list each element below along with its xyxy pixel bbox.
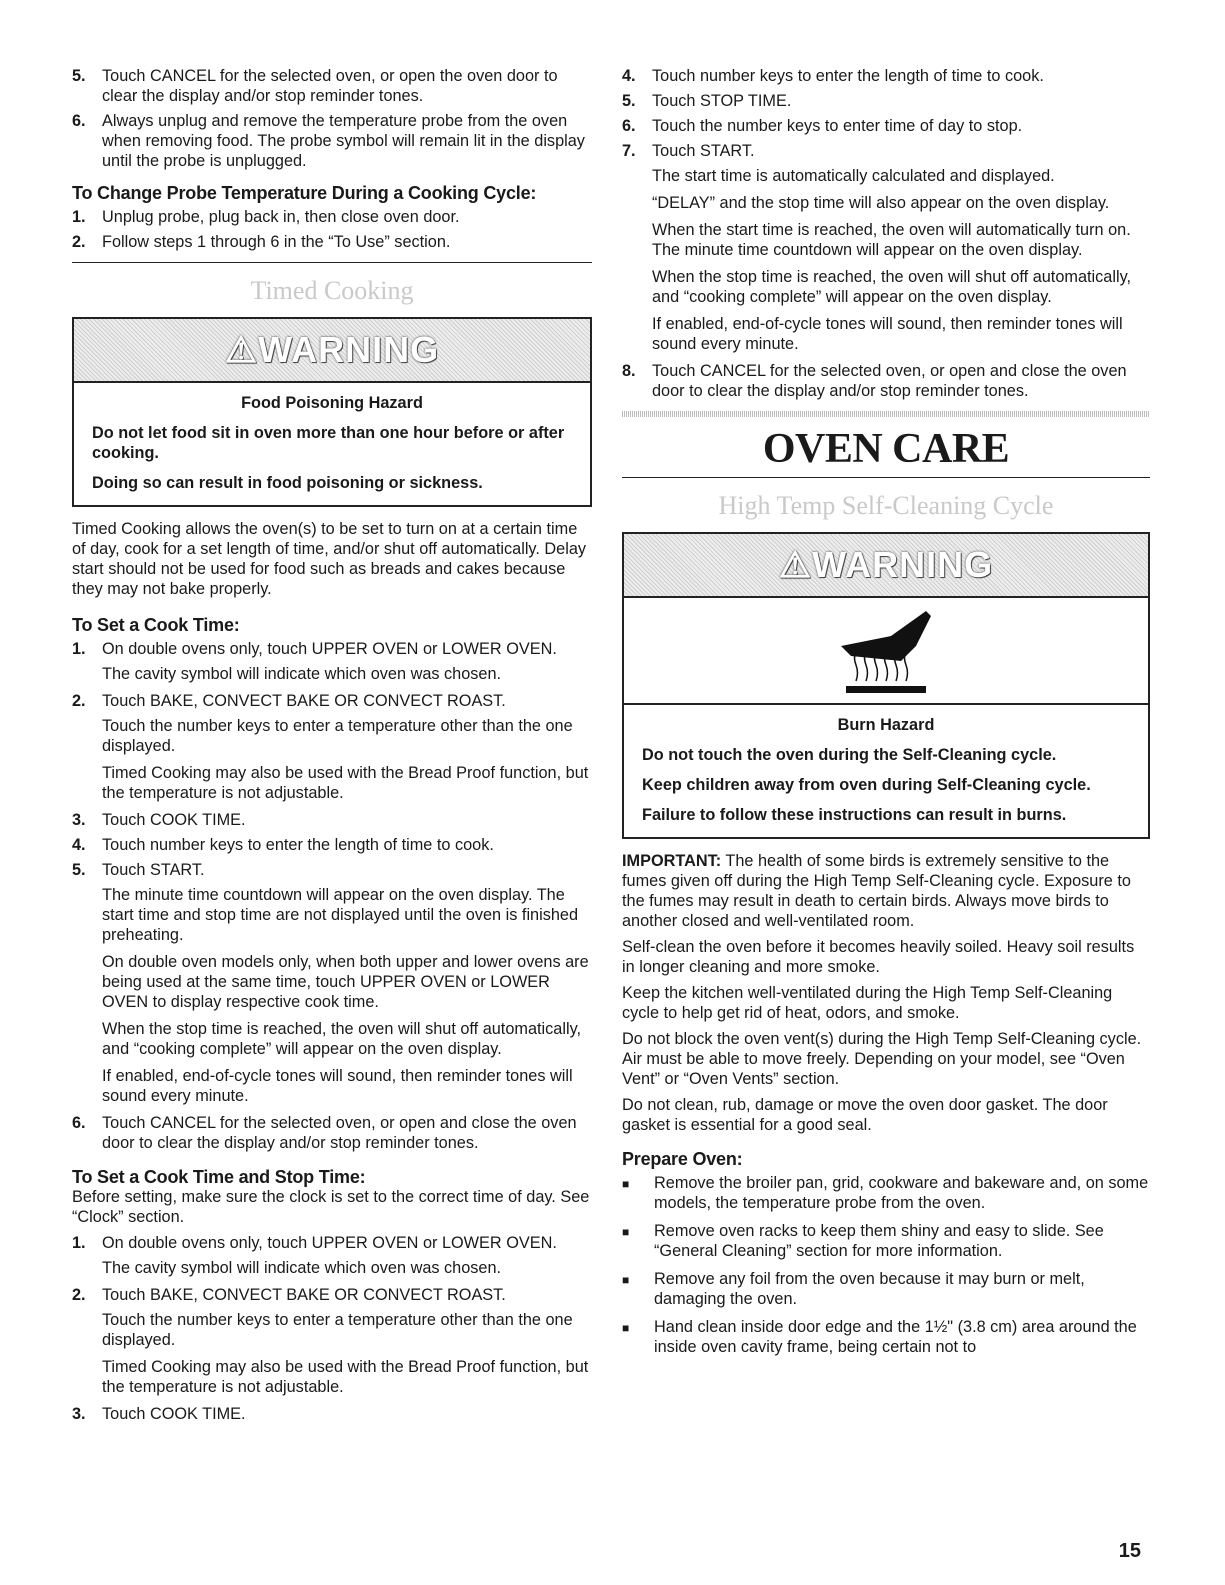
step-note: “DELAY” and the stop time will also appear on the oven display.	[652, 194, 1110, 212]
timed-intro: Timed Cooking allows the oven(s) to be set to turn on at a certain time of day, cook for a set length of time, and/or shut off automatically. Delay start should not be used for food such as breads and cakes because they may not bake properly.	[72, 520, 587, 598]
list-item: 2. Touch BAKE, CONVECT BAKE OR CONVECT ROAST.	[72, 1286, 506, 1304]
paragraph: Do not block the oven vent(s) during the High Temp Self-Cleaning cycle. Air must be able to move freely. Depending on your model, see “Oven Vent” or “Oven Vents” section.	[622, 1030, 1142, 1088]
list-item: 6. Touch the number keys to enter time of day to stop.	[622, 117, 1023, 135]
step-note: On double oven models only, when both upper and lower ovens are being used at the same time, touch UPPER OVEN or LOWER OVEN to display respective cook time.	[102, 953, 589, 1011]
list-item: ■ Hand clean inside door edge and the 1½" (3.8 cm) area around the inside oven cavity frame, being certain not to	[622, 1318, 1137, 1356]
bullet-icon: ■	[622, 1177, 630, 1191]
step-note: Timed Cooking may also be used with the Bread Proof function, but the temperature is not adjustable.	[102, 1358, 589, 1396]
step-note: When the stop time is reached, the oven will shut off automatically, and “cooking complete” will appear on the oven display.	[652, 268, 1132, 306]
list-item: 3. Touch COOK TIME.	[72, 811, 246, 829]
step-note: The start time is automatically calculated and displayed.	[652, 167, 1055, 185]
change-probe-heading: To Change Probe Temperature During a Cooking Cycle:	[72, 183, 537, 203]
step-note: Touch the number keys to enter a temperature other than the one displayed.	[102, 1311, 573, 1349]
list-item: 2. Follow steps 1 through 6 in the “To Use” section.	[72, 233, 451, 251]
list-item: 1. On double ovens only, touch UPPER OVEN or LOWER OVEN.	[72, 640, 557, 658]
list-item: ■ Remove any foil from the oven because it may burn or melt, damaging the oven.	[622, 1270, 1085, 1308]
timed-cooking-title: Timed Cooking	[250, 276, 414, 305]
warning-box-food	[72, 317, 592, 507]
divider	[622, 411, 1150, 417]
step-note: When the start time is reached, the oven will automatically turn on. The minute time countdown will appear on the oven display.	[652, 221, 1131, 259]
page-number: 15	[1118, 1540, 1141, 1562]
bullet-icon: ■	[622, 1321, 630, 1335]
oven-care-title: OVEN CARE	[762, 426, 1010, 472]
bullet-icon: ■	[622, 1273, 630, 1287]
list-item: 3. Touch COOK TIME.	[72, 1405, 246, 1423]
step-note: The minute time countdown will appear on the oven display. The start time and stop time are not displayed until the oven is finished preheating.	[102, 886, 579, 944]
bullet-icon: ■	[622, 1225, 630, 1239]
list-item: 6. Always unplug and remove the temperature probe from the oven when removing food. The probe symbol will remain lit in the display until the probe is unplugged.	[72, 112, 585, 170]
list-item: 5. Touch CANCEL for the selected oven, or open the oven door to clear the display and/or stop reminder tones.	[72, 67, 558, 105]
step-note: Touch the number keys to enter a temperature other than the one displayed.	[102, 717, 573, 755]
step-note: When the stop time is reached, the oven will shut off automatically, and “cooking complete” will appear on the oven display.	[102, 1020, 582, 1058]
list-item: 1. On double ovens only, touch UPPER OVEN or LOWER OVEN.	[72, 1234, 557, 1252]
warning-line: Doing so can result in food poisoning or sickness.	[92, 474, 483, 492]
set-stop-intro: Before setting, make sure the clock is set to the correct time of day. See “Clock” section.	[72, 1188, 590, 1226]
warning-body	[74, 383, 590, 505]
divider	[72, 262, 592, 263]
important-note: IMPORTANT: The health of some birds is extremely sensitive to the fumes given off during the High Temp Self-Cleaning cycle. Exposure to the fumes may result in death to certain birds. Always move birds to another closed and well-ventilated room.	[622, 852, 1131, 930]
hazard-title: Food Poisoning Hazard	[241, 394, 423, 412]
step-note: If enabled, end-of-cycle tones will sound, then reminder tones will sound every minute.	[652, 315, 1123, 353]
list-item: 5. Touch STOP TIME.	[622, 92, 792, 110]
list-item: 4. Touch number keys to enter the length of time to cook.	[72, 836, 494, 854]
list-item: ■ Remove the broiler pan, grid, cookware and bakeware and, on some models, the temperature probe from the oven.	[622, 1174, 1149, 1212]
set-cook-heading: To Set a Cook Time:	[72, 615, 240, 635]
right-column	[622, 66, 1150, 1365]
list-item: 6. Touch CANCEL for the selected oven, or open and close the oven door to clear the display and/or stop reminder tones.	[72, 1114, 577, 1152]
list-item: 2. Touch BAKE, CONVECT BAKE OR CONVECT ROAST.	[72, 692, 506, 710]
warning-line: Do not touch the oven during the Self-Cleaning cycle.	[642, 746, 1057, 764]
list-item: ■ Remove oven racks to keep them shiny and easy to slide. See “General Cleaning” section for more information.	[622, 1222, 1104, 1260]
warning-banner	[74, 319, 590, 383]
burn-hazard-icon	[624, 598, 1148, 705]
warning-line: Keep children away from oven during Self-Cleaning cycle.	[642, 776, 1091, 794]
warning-banner	[624, 534, 1148, 598]
warning-line: Failure to follow these instructions can result in burns.	[642, 806, 1067, 824]
hazard-title: Burn Hazard	[837, 716, 935, 734]
list-item: 1. Unplug probe, plug back in, then close oven door.	[72, 208, 460, 226]
warning-line: Do not let food sit in oven more than one hour before or after cooking.	[92, 424, 565, 462]
warning-box-burn	[622, 532, 1150, 839]
list-item: 4. Touch number keys to enter the length of time to cook.	[622, 67, 1044, 85]
warning-label: ⚠WARNING	[778, 544, 994, 585]
step-note: Timed Cooking may also be used with the Bread Proof function, but the temperature is not adjustable.	[102, 764, 589, 802]
left-column	[72, 66, 592, 1429]
divider	[622, 477, 1150, 478]
step-note: If enabled, end-of-cycle tones will sound, then reminder tones will sound every minute.	[102, 1067, 573, 1105]
paragraph: Self-clean the oven before it becomes heavily soiled. Heavy soil results in longer cleaning and more smoke.	[622, 938, 1135, 976]
step-note: The cavity symbol will indicate which oven was chosen.	[102, 1259, 502, 1277]
list-item: 8. Touch CANCEL for the selected oven, or open and close the oven door to clear the display and/or stop reminder tones.	[622, 362, 1127, 400]
prepare-oven-heading: Prepare Oven:	[622, 1149, 743, 1169]
list-item: 7. Touch START.	[622, 142, 755, 160]
paragraph: Do not clean, rub, damage or move the oven door gasket. The door gasket is essential for a good seal.	[622, 1096, 1108, 1134]
paragraph: Keep the kitchen well-ventilated during the High Temp Self-Cleaning cycle to help get rid of heat, odors, and smoke.	[622, 984, 1113, 1022]
self-clean-title: High Temp Self-Cleaning Cycle	[718, 491, 1054, 520]
set-stop-heading: To Set a Cook Time and Stop Time:	[72, 1167, 366, 1187]
step-note: The cavity symbol will indicate which oven was chosen.	[102, 665, 502, 683]
list-item: 5. Touch START.	[72, 861, 205, 879]
warning-label: ⚠WARNING	[224, 329, 440, 370]
warning-body	[624, 705, 1148, 837]
